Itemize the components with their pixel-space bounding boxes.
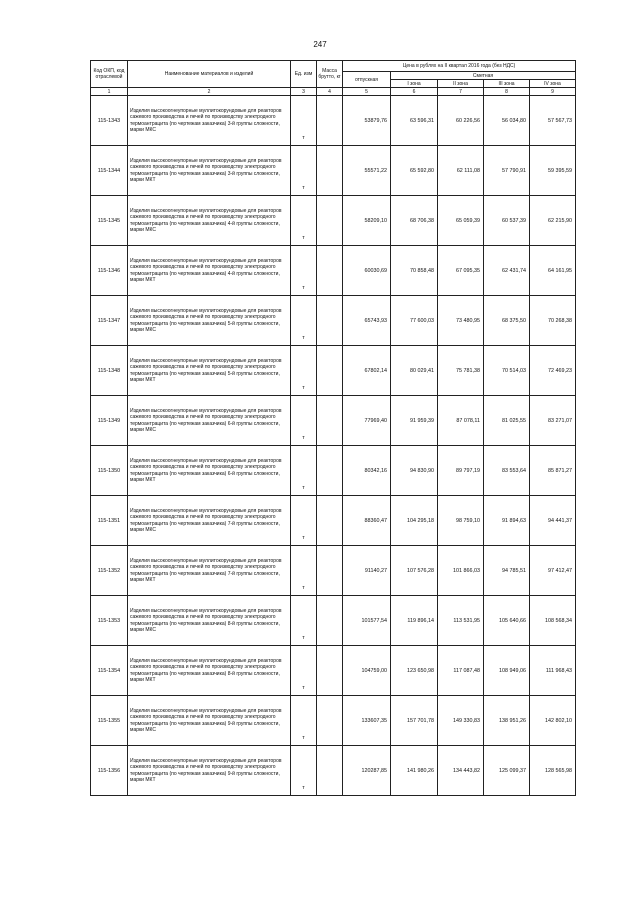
- row-code: 115-1347: [91, 296, 128, 346]
- row-unit: т: [291, 246, 317, 296]
- row-name: Изделия высокоогнеупорные муллитокорундовые для реакторов сажевого производства и печей по производству электродного термоантрацита (по чертежам заказчика) 5-й группы сложности, марки МКТ: [128, 346, 291, 396]
- row-zone-2-price: 75 781,38: [438, 346, 484, 396]
- column-number: 3: [291, 88, 317, 96]
- row-release-price: 60030,69: [343, 246, 391, 296]
- row-zone-4-price: 72 469,23: [530, 346, 576, 396]
- header-zone-3: III зона: [484, 80, 530, 88]
- row-zone-2-price: 67 095,35: [438, 246, 484, 296]
- header-zone-1: I зона: [391, 80, 438, 88]
- row-release-price: 58209,10: [343, 196, 391, 246]
- row-name: Изделия высокоогнеупорные муллитокорундовые для реакторов сажевого производства и печей по производству электродного термоантрацита (по чертежам заказчика) 4-й группы сложности, марки МКТ: [128, 246, 291, 296]
- header-code: Код ОКП, код отраслевой: [91, 61, 128, 88]
- row-release-price: 77969,40: [343, 396, 391, 446]
- column-number: 7: [438, 88, 484, 96]
- table-row: [91, 696, 576, 746]
- row-zone-1-price: 91 959,39: [391, 396, 438, 446]
- table-row: [91, 746, 576, 796]
- price-table: [90, 60, 576, 796]
- row-name: Изделия высокоогнеупорные муллитокорундовые для реакторов сажевого производства и печей по производству электродного термоантрацита (по чертежам заказчика) 7-й группы сложности, марки МКТ: [128, 546, 291, 596]
- row-zone-3-price: 68 375,50: [484, 296, 530, 346]
- row-code: 115-1356: [91, 746, 128, 796]
- row-mass: [317, 346, 343, 396]
- row-mass: [317, 596, 343, 646]
- row-code: 115-1345: [91, 196, 128, 246]
- row-release-price: 88360,47: [343, 496, 391, 546]
- row-code: 115-1349: [91, 396, 128, 446]
- row-zone-3-price: 62 431,74: [484, 246, 530, 296]
- header-zone-2: II зона: [438, 80, 484, 88]
- row-mass: [317, 296, 343, 346]
- table-row: [91, 546, 576, 596]
- page-number: 247: [313, 40, 327, 49]
- row-zone-2-price: 134 443,82: [438, 746, 484, 796]
- header-zone-4: IV зона: [530, 80, 576, 88]
- table-body: [91, 96, 576, 796]
- row-zone-2-price: 98 759,10: [438, 496, 484, 546]
- table-row: [91, 246, 576, 296]
- row-unit: т: [291, 546, 317, 596]
- row-zone-4-price: 64 161,95: [530, 246, 576, 296]
- row-zone-4-price: 85 871,27: [530, 446, 576, 496]
- row-zone-3-price: 57 790,91: [484, 146, 530, 196]
- table-row: [91, 446, 576, 496]
- row-unit: т: [291, 446, 317, 496]
- row-zone-2-price: 73 480,95: [438, 296, 484, 346]
- row-code: 115-1351: [91, 496, 128, 546]
- row-zone-3-price: 108 949,06: [484, 646, 530, 696]
- table-row: [91, 96, 576, 146]
- row-zone-4-price: 108 568,34: [530, 596, 576, 646]
- row-release-price: 67802,14: [343, 346, 391, 396]
- row-zone-1-price: 157 701,78: [391, 696, 438, 746]
- row-zone-3-price: 138 951,26: [484, 696, 530, 746]
- row-name: Изделия высокоогнеупорные муллитокорундовые для реакторов сажевого производства и печей по производству электродного термоантрацита (по чертежам заказчика) 3-й группы сложности, марки МКТ: [128, 146, 291, 196]
- row-release-price: 91140,27: [343, 546, 391, 596]
- row-code: 115-1355: [91, 696, 128, 746]
- row-code: 115-1344: [91, 146, 128, 196]
- row-code: 115-1346: [91, 246, 128, 296]
- row-mass: [317, 646, 343, 696]
- row-mass: [317, 196, 343, 246]
- row-unit: т: [291, 646, 317, 696]
- row-unit: т: [291, 346, 317, 396]
- row-mass: [317, 446, 343, 496]
- row-zone-3-price: 125 099,37: [484, 746, 530, 796]
- row-zone-4-price: 128 565,98: [530, 746, 576, 796]
- row-unit: т: [291, 596, 317, 646]
- row-name: Изделия высокоогнеупорные муллитокорундовые для реакторов сажевого производства и печей по производству электродного термоантрацита (по чертежам заказчика) 7-й группы сложности, марки МКС: [128, 496, 291, 546]
- row-zone-1-price: 77 600,03: [391, 296, 438, 346]
- row-release-price: 104759,00: [343, 646, 391, 696]
- row-zone-2-price: 87 078,11: [438, 396, 484, 446]
- column-number: 6: [391, 88, 438, 96]
- row-zone-4-price: 142 802,10: [530, 696, 576, 746]
- column-number: 4: [317, 88, 343, 96]
- row-zone-3-price: 94 785,51: [484, 546, 530, 596]
- row-zone-2-price: 60 226,56: [438, 96, 484, 146]
- row-zone-3-price: 56 034,80: [484, 96, 530, 146]
- row-name: Изделия высокоогнеупорные муллитокорундовые для реакторов сажевого производства и печей по производству электродного термоантрацита (по чертежам заказчика) 9-й группы сложности, марки МКТ: [128, 746, 291, 796]
- row-zone-4-price: 94 441,37: [530, 496, 576, 546]
- row-name: Изделия высокоогнеупорные муллитокорундовые для реакторов сажевого производства и печей по производству электродного термоантрацита (по чертежам заказчика) 3-й группы сложности, марки МКС: [128, 96, 291, 146]
- row-mass: [317, 246, 343, 296]
- row-release-price: 80342,16: [343, 446, 391, 496]
- row-zone-4-price: 97 412,47: [530, 546, 576, 596]
- row-zone-2-price: 117 087,48: [438, 646, 484, 696]
- row-zone-1-price: 70 858,48: [391, 246, 438, 296]
- row-zone-2-price: 65 059,39: [438, 196, 484, 246]
- row-release-price: 133607,35: [343, 696, 391, 746]
- row-zone-4-price: 70 268,38: [530, 296, 576, 346]
- row-zone-3-price: 105 640,66: [484, 596, 530, 646]
- row-mass: [317, 146, 343, 196]
- row-mass: [317, 746, 343, 796]
- header-release-price: отпускная: [343, 72, 391, 88]
- row-zone-1-price: 94 830,90: [391, 446, 438, 496]
- row-zone-1-price: 68 706,38: [391, 196, 438, 246]
- row-zone-1-price: 80 029,41: [391, 346, 438, 396]
- row-mass: [317, 396, 343, 446]
- row-zone-1-price: 104 295,18: [391, 496, 438, 546]
- row-name: Изделия высокоогнеупорные муллитокорундовые для реакторов сажевого производства и печей по производству электродного термоантрацита (по чертежам заказчика) 4-й группы сложности, марки МКС: [128, 196, 291, 246]
- row-zone-3-price: 60 537,39: [484, 196, 530, 246]
- row-unit: т: [291, 396, 317, 446]
- row-unit: т: [291, 696, 317, 746]
- table-row: [91, 146, 576, 196]
- row-code: 115-1353: [91, 596, 128, 646]
- row-name: Изделия высокоогнеупорные муллитокорундовые для реакторов сажевого производства и печей по производству электродного термоантрацита (по чертежам заказчика) 9-й группы сложности, марки МКС: [128, 696, 291, 746]
- row-zone-4-price: 59 395,59: [530, 146, 576, 196]
- row-zone-2-price: 101 866,03: [438, 546, 484, 596]
- row-code: 115-1350: [91, 446, 128, 496]
- row-unit: т: [291, 296, 317, 346]
- row-release-price: 65743,93: [343, 296, 391, 346]
- row-name: Изделия высокоогнеупорные муллитокорундовые для реакторов сажевого производства и печей по производству электродного термоантрацита (по чертежам заказчика) 8-й группы сложности, марки МКТ: [128, 646, 291, 696]
- row-release-price: 101577,54: [343, 596, 391, 646]
- row-name: Изделия высокоогнеупорные муллитокорундовые для реакторов сажевого производства и печей по производству электродного термоантрацита (по чертежам заказчика) 5-й группы сложности, марки МКС: [128, 296, 291, 346]
- row-code: 115-1348: [91, 346, 128, 396]
- row-mass: [317, 496, 343, 546]
- row-release-price: 120287,85: [343, 746, 391, 796]
- row-zone-4-price: 57 567,73: [530, 96, 576, 146]
- row-mass: [317, 546, 343, 596]
- row-zone-4-price: 111 968,43: [530, 646, 576, 696]
- row-zone-3-price: 81 025,55: [484, 396, 530, 446]
- row-mass: [317, 96, 343, 146]
- table-row: [91, 296, 576, 346]
- row-zone-4-price: 62 215,90: [530, 196, 576, 246]
- column-number: 9: [530, 88, 576, 96]
- table-row: [91, 346, 576, 396]
- row-code: 115-1354: [91, 646, 128, 696]
- table-row: [91, 396, 576, 446]
- row-zone-1-price: 123 650,98: [391, 646, 438, 696]
- column-number: 2: [128, 88, 291, 96]
- row-unit: т: [291, 746, 317, 796]
- row-zone-2-price: 113 531,95: [438, 596, 484, 646]
- table-row: [91, 496, 576, 546]
- header-unit: Ед. изм: [291, 61, 317, 88]
- header-price-title: Цена в рублях на II квартал 2016 года (без НДС): [343, 61, 576, 72]
- row-unit: т: [291, 146, 317, 196]
- table-row: [91, 596, 576, 646]
- row-code: 115-1343: [91, 96, 128, 146]
- row-unit: т: [291, 196, 317, 246]
- row-zone-4-price: 83 271,07: [530, 396, 576, 446]
- column-number: 8: [484, 88, 530, 96]
- row-zone-1-price: 141 980,26: [391, 746, 438, 796]
- row-release-price: 53879,76: [343, 96, 391, 146]
- header-name: Наименование материалов и изделий: [128, 61, 291, 88]
- column-number: 5: [343, 88, 391, 96]
- row-zone-3-price: 83 553,64: [484, 446, 530, 496]
- row-zone-3-price: 91 894,63: [484, 496, 530, 546]
- row-zone-2-price: 89 797,19: [438, 446, 484, 496]
- row-zone-3-price: 70 514,03: [484, 346, 530, 396]
- row-unit: т: [291, 496, 317, 546]
- row-zone-1-price: 119 896,14: [391, 596, 438, 646]
- table-row: [91, 196, 576, 246]
- header-mass: Масса брутто, кг: [317, 61, 343, 88]
- row-name: Изделия высокоогнеупорные муллитокорундовые для реакторов сажевого производства и печей по производству электродного термоантрацита (по чертежам заказчика) 6-й группы сложности, марки МКТ: [128, 446, 291, 496]
- row-zone-2-price: 149 330,83: [438, 696, 484, 746]
- row-zone-1-price: 107 576,28: [391, 546, 438, 596]
- row-mass: [317, 696, 343, 746]
- column-number: 1: [91, 88, 128, 96]
- table-row: [91, 646, 576, 696]
- row-code: 115-1352: [91, 546, 128, 596]
- row-unit: т: [291, 96, 317, 146]
- header-estimate-price: Сметная: [391, 72, 576, 80]
- row-zone-2-price: 62 111,08: [438, 146, 484, 196]
- row-name: Изделия высокоогнеупорные муллитокорундовые для реакторов сажевого производства и печей по производству электродного термоантрацита (по чертежам заказчика) 6-й группы сложности, марки МКС: [128, 396, 291, 446]
- row-zone-1-price: 63 596,31: [391, 96, 438, 146]
- row-name: Изделия высокоогнеупорные муллитокорундовые для реакторов сажевого производства и печей по производству электродного термоантрацита (по чертежам заказчика) 8-й группы сложности, марки МКС: [128, 596, 291, 646]
- row-release-price: 55571,22: [343, 146, 391, 196]
- row-zone-1-price: 65 592,80: [391, 146, 438, 196]
